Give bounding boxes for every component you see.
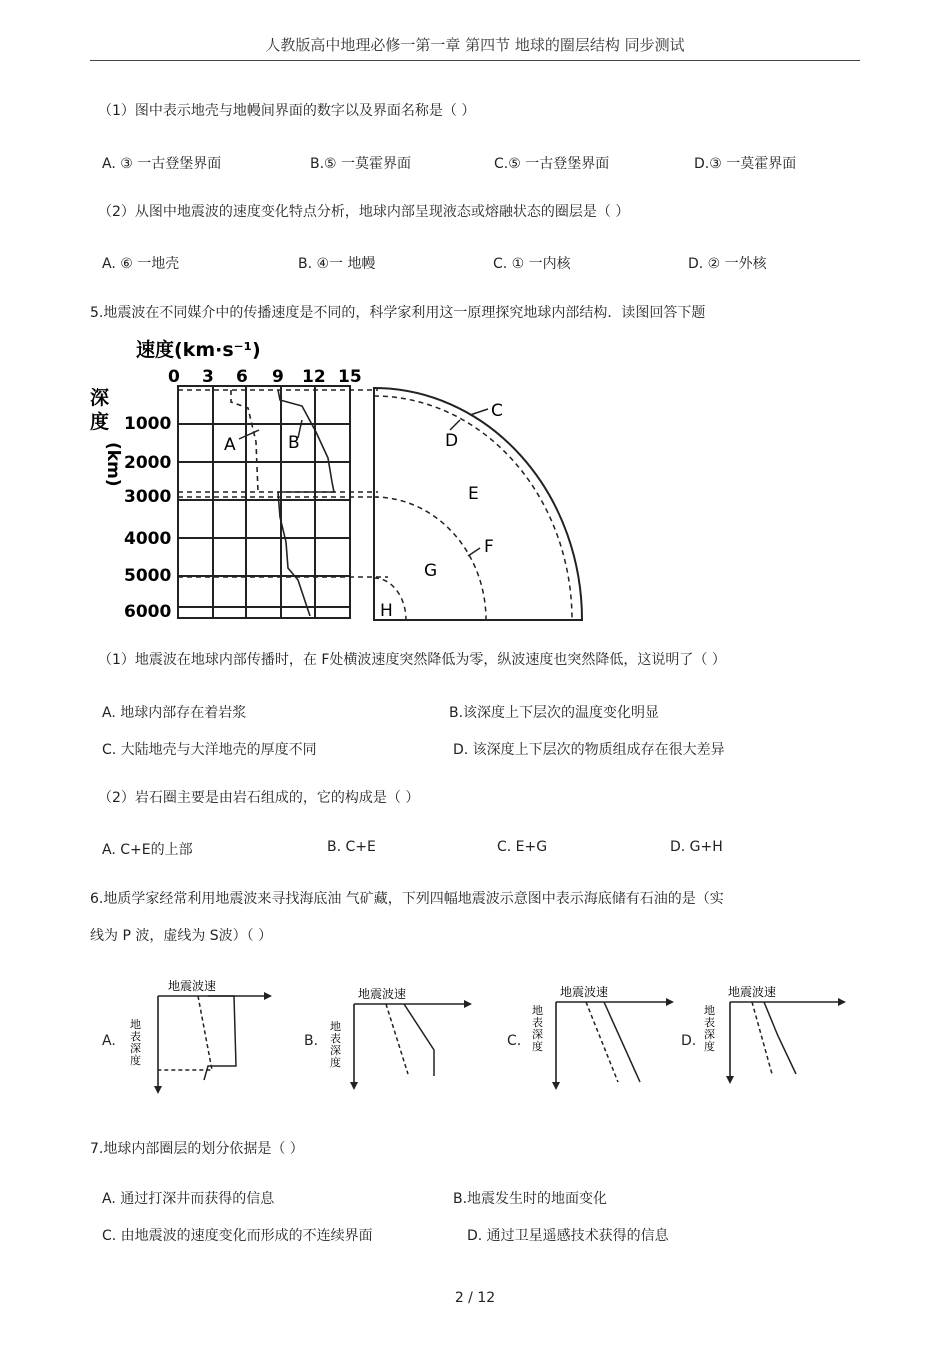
depth-title-1: 深	[90, 387, 110, 409]
speed-tick-0: 0	[168, 367, 180, 387]
curve-label-b: B	[288, 433, 300, 453]
depth-tick-2000: 2000	[124, 453, 172, 473]
q5-sub2-option-a: A. C+E的上部	[102, 842, 193, 858]
earth-interior-figure	[88, 332, 598, 628]
q4-sub2-option-c: C. ① 一内核	[493, 256, 571, 272]
y-label-3: 深	[330, 1044, 341, 1057]
q5-sub1-option-c: C. 大陆地壳与大洋地壳的厚度不同	[102, 742, 317, 758]
q4-sub1-option-b: B.⑤ 一莫霍界面	[310, 156, 412, 172]
y-label-4: 度	[532, 1040, 543, 1053]
x-axis-label: 地震波速	[358, 987, 407, 1001]
q5-stem: 5.地震波在不同媒介中的传播速度是不同的，科学家利用这一原理探究地球内部结构．读图回答下题	[90, 305, 706, 321]
q5-sub1-option-b: B.该深度上下层次的温度变化明显	[449, 705, 660, 721]
speed-tick-3: 3	[202, 367, 214, 387]
y-label-4: 度	[704, 1040, 715, 1053]
q6-panel-d-letter: D.	[681, 1033, 697, 1049]
speed-tick-6: 6	[236, 367, 248, 387]
q5-sub2-option-c: C. E+G	[497, 839, 548, 855]
y-label-2: 表	[532, 1016, 543, 1029]
y-label-1: 地	[704, 1004, 715, 1017]
depth-tick-4000: 4000	[124, 529, 172, 549]
q6-stem-line2: 线为 P 波，虚线为 S波）（ ）	[90, 928, 273, 944]
q5-sub2-stem: （2）岩石圈主要是由岩石组成的，它的构成是（ ）	[98, 790, 420, 806]
x-axis-label: 地震波速	[560, 985, 609, 999]
x-axis-label: 地震波速	[728, 985, 777, 999]
y-label-4: 度	[130, 1054, 141, 1067]
depth-title-2: 度	[90, 411, 110, 433]
q4-sub1-stem: （1）图中表示地壳与地幔间界面的数字以及界面名称是（ ）	[98, 103, 476, 119]
depth-tick-1000: 1000	[124, 414, 172, 434]
q7-option-c: C. 由地震波的速度变化而形成的不连续界面	[102, 1228, 373, 1244]
layer-label-e: E	[468, 484, 479, 504]
q7-option-b: B.地震发生时的地面变化	[453, 1191, 608, 1207]
q4-sub2-option-d: D. ② 一外核	[688, 256, 767, 272]
q5-sub2-option-d: D. G+H	[670, 839, 723, 855]
q6-panel-c	[528, 982, 678, 1094]
y-label-1: 地	[532, 1004, 543, 1017]
q6-panel-b	[326, 984, 476, 1094]
q6-stem-line1: 6.地质学家经常利用地震波来寻找海底油 气矿藏，下列四幅地震波示意图中表示海底储有石油的是（实	[90, 891, 724, 907]
q4-sub2-stem: （2）从图中地震波的速度变化特点分析，地球内部呈现液态或熔融状态的圈层是（ ）	[98, 204, 630, 220]
speed-tick-15: 15	[338, 367, 362, 387]
earth-quarter-section	[374, 388, 582, 620]
depth-tick-3000: 3000	[124, 487, 172, 507]
q5-sub1-stem: （1）地震波在地球内部传播时，在 F处横波速度突然降低为零，纵波速度也突然降低，这说明了（ ）	[98, 652, 726, 668]
q4-sub1-option-a: A. ③ 一古登堡界面	[102, 156, 222, 172]
x-axis-label: 地震波速	[168, 979, 217, 993]
page-number: 2 / 12	[454, 1290, 496, 1306]
label-a-leader	[239, 430, 259, 439]
q6-panel-a-letter: A.	[102, 1033, 116, 1049]
y-label-4: 度	[330, 1056, 341, 1069]
q6-panel-d	[700, 982, 850, 1088]
y-label-1: 地	[130, 1018, 141, 1031]
speed-axis-title: 速度(km·s⁻¹)	[136, 339, 261, 361]
q7-stem: 7.地球内部圈层的划分依据是（ ）	[90, 1141, 304, 1157]
y-label-2: 表	[330, 1032, 341, 1045]
layer-label-g: G	[424, 561, 438, 581]
speed-tick-9: 9	[272, 367, 284, 387]
y-label-1: 地	[330, 1020, 341, 1033]
q7-option-d: D. 通过卫星遥感技术获得的信息	[467, 1228, 669, 1244]
depth-tick-5000: 5000	[124, 566, 172, 586]
y-label-3: 深	[130, 1042, 141, 1055]
q4-sub2-option-b: B. ④一 地幔	[298, 256, 376, 272]
curve-label-a: A	[224, 435, 236, 455]
header-rule	[90, 60, 860, 61]
y-label-3: 深	[532, 1028, 543, 1041]
q4-sub2-option-a: A. ⑥ 一地壳	[102, 256, 180, 272]
speed-tick-12: 12	[302, 367, 326, 387]
y-label-2: 表	[130, 1030, 141, 1043]
layer-label-f: F	[484, 537, 494, 557]
boundary-lines	[178, 390, 388, 577]
q5-sub2-option-b: B. C+E	[327, 839, 376, 855]
q7-option-a: A. 通过打深井而获得的信息	[102, 1191, 275, 1207]
layer-label-h: H	[380, 601, 393, 621]
layer-label-d: D	[445, 431, 459, 451]
q6-panel-b-letter: B.	[304, 1033, 319, 1049]
q6-panel-c-letter: C.	[507, 1033, 522, 1049]
speed-depth-grid	[178, 386, 350, 618]
depth-title-unit: (km)	[103, 442, 123, 487]
q4-sub1-option-d: D.③ 一莫霍界面	[694, 156, 797, 172]
q5-sub1-option-d: D. 该深度上下层次的物质组成存在很大差异	[453, 742, 725, 758]
y-label-3: 深	[704, 1028, 715, 1041]
q4-sub1-option-c: C.⑤ 一古登堡界面	[494, 156, 610, 172]
q5-sub1-option-a: A. 地球内部存在着岩浆	[102, 705, 247, 721]
q6-panel-a	[126, 976, 276, 1100]
page-header: 人教版高中地理必修一第一章 第四节 地球的圈层结构 同步测试	[265, 36, 685, 54]
depth-tick-6000: 6000	[124, 602, 172, 622]
y-label-2: 表	[704, 1016, 715, 1029]
layer-label-c: C	[491, 401, 503, 421]
